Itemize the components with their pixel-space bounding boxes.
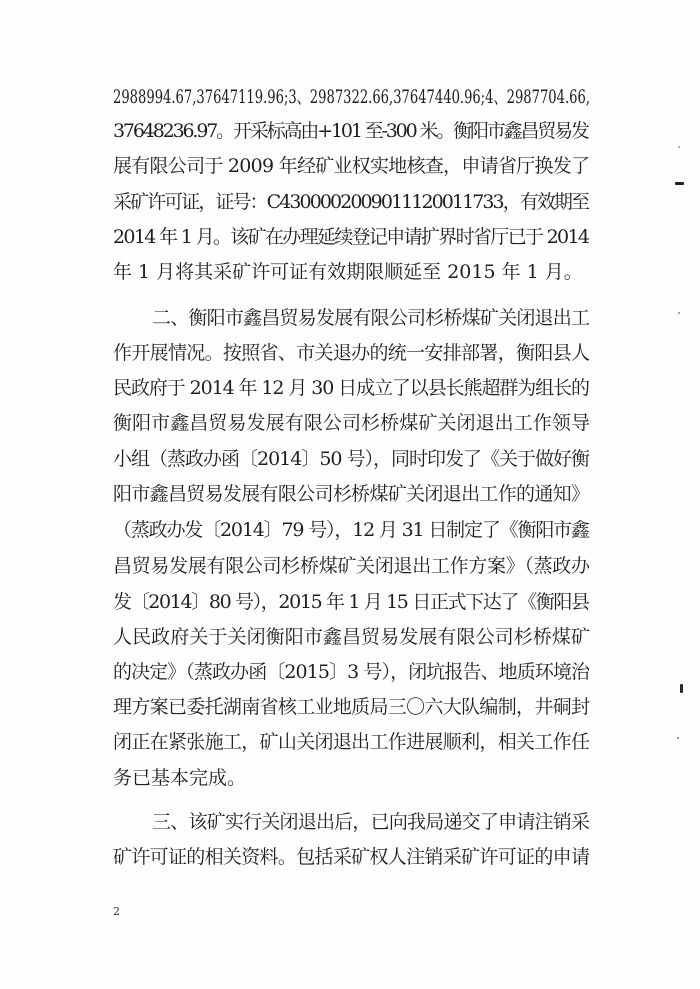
text-line: 闭正在紧张施工，矿山关闭退出工作进展顺利，相关工作任 bbox=[113, 731, 590, 753]
scan-speck bbox=[678, 146, 680, 148]
text-line: 2988994.67,37647119.96;3、2987322.66,37647440.96;4、2987704.66, bbox=[113, 86, 590, 108]
text-line: 二、衡阳市鑫昌贸易发展有限公司杉桥煤矿关闭退出工 bbox=[152, 307, 590, 329]
text-line: 人民政府关于关闭衡阳市鑫昌贸易发展有限公司杉桥煤矿 bbox=[113, 626, 591, 648]
text-line: 矿许可证的相关资料。包括采矿权人注销采矿许可证的申请 bbox=[113, 846, 590, 868]
text-line: 的决定》（蒸政办函〔2015〕3 号），闭坑报告、地质环境治 bbox=[113, 661, 590, 683]
text-line: 三、该矿实行关闭退出后，已向我局递交了申请注销采 bbox=[152, 811, 590, 833]
text-line: 2014 年 1 月。该矿在办理延续登记申请扩界时省厅已于 2014 bbox=[113, 226, 589, 248]
page-number: 2 bbox=[113, 905, 120, 918]
scan-speck bbox=[678, 312, 680, 314]
text-line: 采矿许可证，证号：C4300002009011120011733，有效期至 bbox=[113, 191, 589, 213]
text-line: 发〔2014〕80 号），2015 年 1 月 15 日正式下达了《衡阳县 bbox=[113, 591, 589, 613]
text-line: 作开展情况。按照省、市关退办的统一安排部署，衡阳县人 bbox=[113, 342, 590, 364]
text-line: 年 1 月将其采矿许可证有效期限顺延至 2015 年 1 月。 bbox=[113, 261, 583, 283]
text-line: （蒸政办发〔2014〕79 号），12 月 31 日制定了《衡阳市鑫 bbox=[113, 519, 589, 541]
text-line: 小组（蒸政办函〔2014〕50 号），同时印发了《关于做好衡 bbox=[113, 448, 589, 470]
scan-speck bbox=[675, 182, 684, 185]
text-line: 衡阳市鑫昌贸易发展有限公司杉桥煤矿关闭退出工作领导 bbox=[113, 412, 591, 434]
scan-speck bbox=[680, 684, 683, 693]
text-line: 37648236.97。开采标高由+101 至-300 米。衡阳市鑫昌贸易发 bbox=[113, 120, 588, 142]
text-line: 民政府于 2014 年 12 月 30 日成立了以县长熊超群为组长的 bbox=[113, 377, 589, 399]
text-line: 昌贸易发展有限公司杉桥煤矿关闭退出工作方案》（蒸政办 bbox=[113, 555, 590, 577]
text-line: 展有限公司于 2009 年经矿业权实地核查，申请省厅换发了 bbox=[113, 155, 590, 177]
text-line: 理方案已委托湖南省核工业地质局三〇六大队编制，井硐封 bbox=[113, 696, 590, 718]
scan-speck bbox=[677, 737, 679, 739]
text-line: 阳市鑫昌贸易发展有限公司杉桥煤矿关闭退出工作的通知》 bbox=[113, 483, 590, 505]
text-line: 务已基本完成。 bbox=[113, 767, 247, 789]
